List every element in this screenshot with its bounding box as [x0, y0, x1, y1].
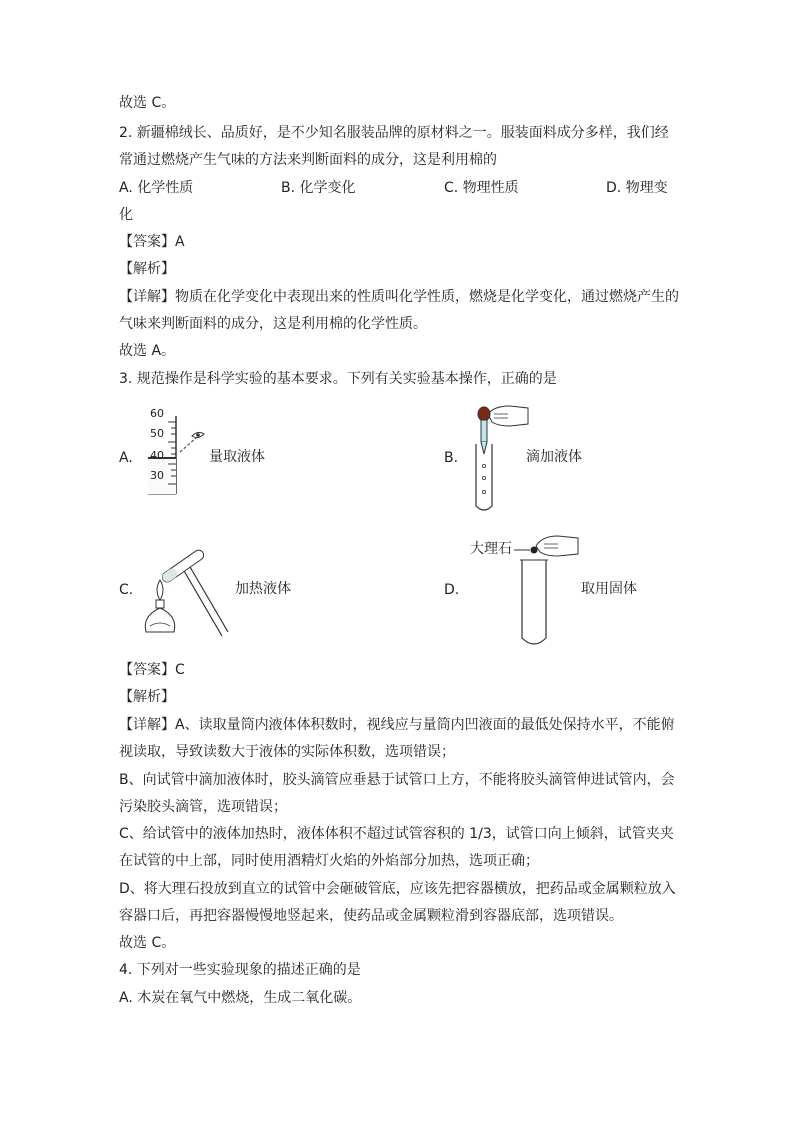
- q4-option-a: A. 木炭在氧气中燃烧，生成二氧化碳。: [119, 990, 362, 1006]
- q3-detail-line3: B、向试管中滴加液体时，胶头滴管应垂悬于试管口上方，不能将胶头滴管伸进试管内，会: [119, 772, 675, 788]
- q2-option-c: [444, 178, 519, 198]
- q3-detail-line2: 视读取，导致读数大于液体的实际体积数，选项错误；: [119, 744, 455, 760]
- scale-tick-30: 30: [150, 469, 164, 482]
- q2-stem-line1: 2. 新疆棉绒长、品质好，是不少知名服装品牌的原材料之一。服装面料成分多样，我们经: [119, 125, 669, 141]
- dropper-test-tube-illustration: [464, 400, 530, 516]
- q3-option-c-letter: C.: [119, 582, 134, 598]
- scale-tick-60: 60: [150, 407, 164, 420]
- q2-option-b: [281, 178, 356, 198]
- q3-option-c-caption: 加热液体: [235, 581, 291, 597]
- q2-option-d-wrap: 化: [119, 207, 133, 223]
- q3-analysis-heading: 【解析】: [119, 689, 175, 705]
- q3-detail-line1: 【详解】A、读取量筒内液体体积数时，视线应与量筒内凹液面的最低处保持水平，不能俯: [119, 717, 675, 733]
- q2-analysis-heading: 【解析】: [119, 261, 175, 277]
- q2-option-a-letter: A.: [119, 180, 133, 196]
- q2-option-b-letter: B.: [281, 180, 296, 196]
- q3-detail-line8: 容器口后，再把容器慢慢地竖起来，使药品或金属颗粒滑到容器底部，选项错误。: [119, 908, 623, 924]
- q2-answer: 【答案】A: [119, 234, 185, 250]
- q2-option-c-letter: C.: [444, 180, 459, 196]
- q2-option-d-letter: D.: [606, 180, 622, 196]
- q3-option-b-caption: 滴加液体: [526, 449, 582, 465]
- scale-tick-50: 50: [150, 427, 164, 440]
- q2-option-b-text: 化学变化: [299, 180, 356, 196]
- q4-stem: 4. 下列对一些实验现象的描述正确的是: [119, 962, 361, 978]
- q3-detail-line6: 在试管的中上部，同时使用酒精灯火焰的外焰部分加热，选项正确；: [119, 853, 539, 869]
- q3-detail-line5: C、给试管中的液体加热时，液体体积不超过试管容积的 1/3，试管口向上倾斜，试管夹夹: [119, 826, 674, 842]
- scale-tick-40: 40: [150, 449, 164, 462]
- q3-option-d-caption: 取用固体: [581, 581, 637, 597]
- q2-option-a: [119, 178, 193, 198]
- q3-conclusion: 故选 C。: [119, 935, 176, 951]
- q3-stem: 3. 规范操作是科学实验的基本要求。下列有关实验基本操作，正确的是: [119, 371, 557, 387]
- q2-detail-line2: 气味来判断面料的成分，这是利用棉的化学性质。: [119, 316, 427, 332]
- q2-conclusion: 故选 A。: [119, 343, 176, 359]
- q2-detail-line1: 【详解】物质在化学变化中表现出来的性质叫化学性质，燃烧是化学变化，通过燃烧产生的: [119, 289, 679, 305]
- marble-test-tube-illustration: [514, 532, 580, 652]
- prev-conclusion: 故选 C。: [119, 95, 176, 111]
- q2-option-c-text: 物理性质: [462, 180, 519, 196]
- q3-option-a-caption: 量取液体: [209, 449, 265, 465]
- q2-option-d: [606, 178, 668, 198]
- q3-detail-line7: D、将大理石投放到直立的试管中会砸破管底，应该先把容器横放，把药品或金属颗粒放入: [119, 881, 676, 897]
- q2-stem-line2: 常通过燃烧产生气味的方法来判断面料的成分，这是利用棉的: [119, 152, 497, 168]
- q2-option-a-text: 化学性质: [137, 180, 194, 196]
- marble-label: 大理石: [470, 541, 512, 557]
- q3-detail-line4: 污染胶头滴管，选项错误；: [119, 799, 287, 815]
- q2-option-d-text: 物理变: [625, 180, 668, 196]
- q3-option-d-letter: D.: [444, 582, 460, 598]
- q3-option-b-letter: B.: [444, 450, 459, 466]
- heating-liquid-illustration: [140, 540, 232, 636]
- q3-option-a-letter: A.: [119, 450, 133, 466]
- q3-answer: 【答案】C: [119, 662, 185, 678]
